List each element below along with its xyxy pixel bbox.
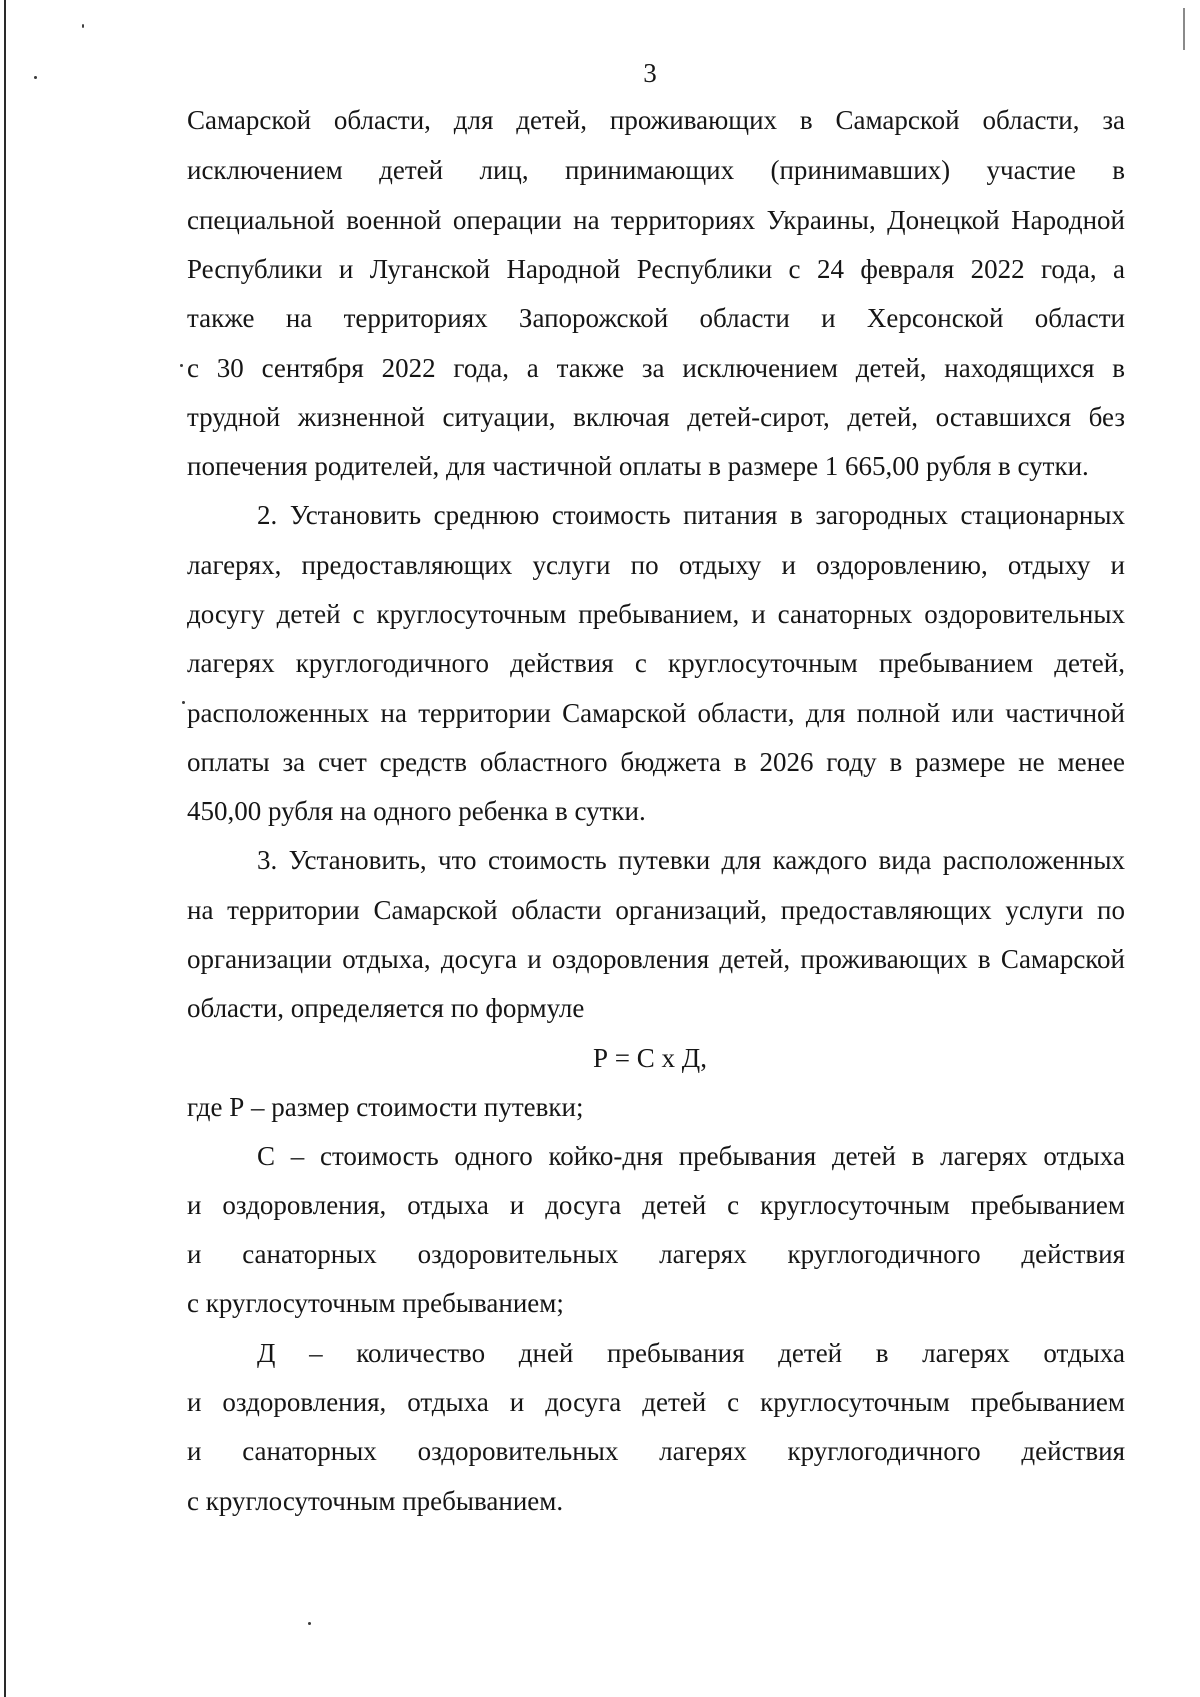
- text-line: С – стоимость одного койко-дня пребывания детей в лагерях отдыха: [257, 1141, 1125, 1171]
- page-number: 3: [643, 58, 657, 88]
- text-line: досугу детей с круглосуточным пребыванием, и санаторных оздоровительных: [187, 599, 1125, 629]
- text-line: попечения родителей, для частичной оплаты в размере 1 665,00 рубля в сутки.: [187, 451, 1089, 481]
- text-line: расположенных на территории Самарской области, для полной или частичной: [187, 698, 1125, 728]
- text-line: и санаторных оздоровительных лагерях круглогодичного действия: [187, 1239, 1125, 1269]
- scan-speck: [308, 1622, 311, 1625]
- scan-speck: [82, 24, 84, 28]
- scan-right-mark: [1183, 8, 1185, 50]
- text-line: области, определяется по формуле: [187, 993, 585, 1023]
- text-line: и оздоровления, отдыха и досуга детей с круглосуточным пребыванием: [187, 1387, 1125, 1417]
- scan-left-edge: [4, 0, 6, 1697]
- text-line: Самарской области, для детей, проживающих в Самарской области, за: [187, 105, 1125, 135]
- text-line: с 30 сентября 2022 года, а также за исключением детей, находящихся в: [187, 353, 1125, 383]
- text-line: 450,00 рубля на одного ребенка в сутки.: [187, 796, 646, 826]
- text-line: с круглосуточным пребыванием.: [187, 1486, 564, 1516]
- text-line: Д – количество дней пребывания детей в лагерях отдыха: [257, 1338, 1125, 1368]
- text-line: лагерях, предоставляющих услуги по отдыху и оздоровлению, отдыху и: [187, 550, 1125, 580]
- text-line: исключением детей лиц, принимающих (принимавших) участие в: [187, 155, 1125, 185]
- text-line: 3. Установить, что стоимость путевки для каждого вида расположенных: [257, 845, 1125, 875]
- text-line: с круглосуточным пребыванием;: [187, 1288, 564, 1318]
- text-line: на территории Самарской области организаций, предоставляющих услуги по: [187, 895, 1125, 925]
- text-line: и оздоровления, отдыха и досуга детей с круглосуточным пребыванием: [187, 1190, 1125, 1220]
- text-line: организации отдыха, досуга и оздоровления детей, проживающих в Самарской: [187, 944, 1125, 974]
- text-line: лагерях круглогодичного действия с круглосуточным пребыванием детей,: [187, 648, 1125, 678]
- text-line: специальной военной операции на территориях Украины, Донецкой Народной: [187, 205, 1125, 235]
- text-line: трудной жизненной ситуации, включая детей-сирот, детей, оставшихся без: [187, 402, 1125, 432]
- text-line: 2. Установить среднюю стоимость питания в загородных стационарных: [257, 500, 1125, 530]
- text-line: также на территориях Запорожской области и Херсонской области: [187, 303, 1125, 333]
- text-line: оплаты за счет средств областного бюджета в 2026 году в размере не менее: [187, 747, 1125, 777]
- formula: Р = С х Д,: [593, 1043, 707, 1073]
- formula-where-line: где Р – размер стоимости путевки;: [187, 1092, 584, 1122]
- scan-speck: [182, 701, 185, 704]
- scan-speck: [180, 364, 183, 367]
- text-line: Республики и Луганской Народной Республики с 24 февраля 2022 года, а: [187, 254, 1125, 284]
- text-line: и санаторных оздоровительных лагерях круглогодичного действия: [187, 1436, 1125, 1466]
